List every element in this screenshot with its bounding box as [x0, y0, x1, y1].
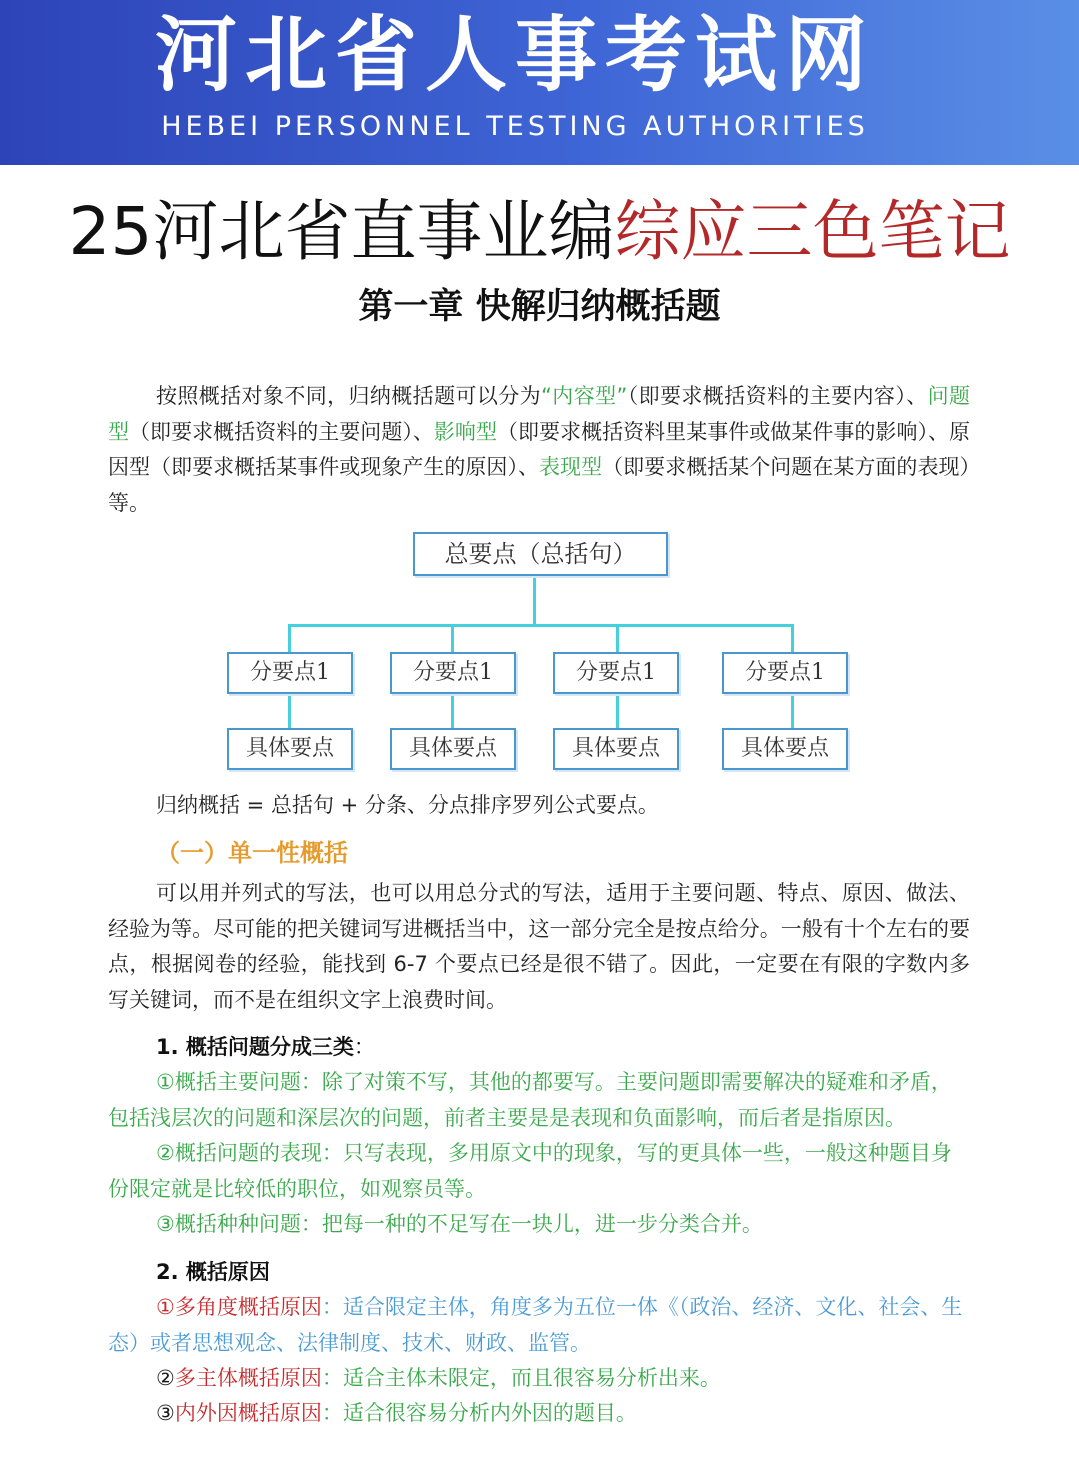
leaf-node-4: 具体要点	[722, 728, 848, 770]
branch-connector-3	[616, 624, 619, 652]
cause-item-1-text: 适合限定主体，角度多为五位一体《（政治、经济、文化、社会、生态）或者思想观念、法律制度、技术、财政、监管。	[108, 1295, 963, 1355]
formula-line: 归纳概括 = 总括句 + 分条、分点排序罗列公式要点。	[156, 793, 659, 817]
structure-diagram	[0, 528, 1079, 778]
branch-connector-4	[791, 624, 794, 652]
branch-node-4: 分要点1	[722, 652, 848, 694]
branch-node-1: 分要点1	[227, 652, 353, 694]
banner-title: 河北省人事考试网	[154, 8, 875, 103]
leaf-node-2: 具体要点	[390, 728, 516, 770]
cause-item-2-num: ②	[156, 1366, 175, 1390]
cause-item-1-label: 多角度概括原因	[174, 1295, 322, 1319]
cause-item-2-text: 适合主体未限定，而且很容易分析出来。	[342, 1366, 721, 1390]
banner-subtitle: HEBEI PERSONNEL TESTING AUTHORITIES	[161, 111, 869, 142]
branch-connector-1	[288, 624, 291, 652]
root-connector	[533, 574, 536, 626]
child-connector-4	[791, 692, 794, 730]
intro-type-content: “内容型”	[541, 384, 628, 408]
cause-item-2-label: 多主体概括原因	[174, 1366, 322, 1390]
header-banner	[0, 0, 1079, 165]
problem-item-2: ②概括问题的表现：只写表现，多用原文中的现象，写的更具体一些，一般这种题目身份限定就是比较低的职位，如观察员等。	[108, 1141, 952, 1201]
leaf-node-3: 具体要点	[553, 728, 679, 770]
cause-item-2	[108, 1361, 970, 1397]
child-connector-3	[616, 692, 619, 730]
section-paragraph: 可以用并列式的写法，也可以用总分式的写法，适用于主要问题、特点、原因、做法、经验为等。尽可能的把关键词写进概括当中，这一部分完全是按点给分。一般有十个左右的要点，根据阅卷的经验，能找到 6-7 个要点已经是很不错了。因此，一定要在有限的字数内多写关键词，而不是在组织文字上浪费时间。	[108, 881, 970, 1012]
cause-item-3-colon: ：	[321, 1401, 343, 1425]
subheading-problem-types	[156, 1031, 375, 1063]
page-title-part1: 25河北省直事业编	[68, 193, 615, 270]
child-connector-2	[451, 692, 454, 730]
child-connector-1	[288, 692, 291, 730]
cause-item-1	[108, 1290, 970, 1361]
intro-paragraph	[108, 379, 970, 521]
cause-item-1-colon: ：	[321, 1295, 343, 1319]
problem-item-1: ①概括主要问题：除了对策不写，其他的都要写。主要问题即需要解决的疑难和矛盾，包括浅层次的问题和深层次的问题，前者主要是是表现和负面影响，而后者是指原因。	[108, 1070, 952, 1130]
leaf-node-1: 具体要点	[227, 728, 353, 770]
subheading-causes: 2. 概括原因	[156, 1260, 270, 1284]
horizontal-connector	[288, 624, 794, 627]
cause-item-3-num: ③	[156, 1401, 175, 1425]
intro-text-1: 按照概括对象不同，归纳概括题可以分为	[156, 384, 542, 408]
branch-connector-2	[451, 624, 454, 652]
cause-item-1-num: ①	[156, 1295, 175, 1319]
cause-item-3	[108, 1396, 970, 1432]
branch-node-2: 分要点1	[390, 652, 516, 694]
page-title-part2: 综应三色笔记	[614, 193, 1011, 270]
root-node: 总要点（总括句）	[413, 532, 668, 576]
cause-item-3-label: 内外因概括原因	[174, 1401, 322, 1425]
intro-type-impact: 影响型	[433, 419, 497, 444]
intro-type-problem: 问题型	[108, 384, 970, 444]
intro-text-3: （即要求概括资料的主要问题）、	[129, 419, 434, 444]
subheading-problem-types-text: 1. 概括问题分成三类	[156, 1035, 354, 1059]
cause-item-3-text: 适合很容易分析内外因的题目。	[342, 1401, 637, 1425]
branch-node-3: 分要点1	[553, 652, 679, 694]
chapter-title: 第一章 快解归纳概括题	[358, 287, 721, 327]
section-heading: （一）单一性概括	[156, 839, 348, 867]
intro-text-2: （即要求概括资料的主要内容）、	[627, 384, 928, 408]
subheading-colon: ：	[353, 1035, 375, 1059]
intro-text-5: （即要求概括某个问题在某方面的表现）等。	[108, 455, 971, 515]
cause-item-2-colon: ：	[321, 1366, 343, 1390]
intro-type-manifest: 表现型	[539, 455, 603, 479]
problem-item-3: ③概括种种问题：把每一种的不足写在一块儿，进一步分类合并。	[156, 1212, 763, 1236]
intro-text-4: （即要求概括资料里某事件或做某件事的影响）、原因型（即要求概括某事件或现象产生的原因）、	[108, 419, 971, 479]
page-title	[0, 192, 1079, 272]
